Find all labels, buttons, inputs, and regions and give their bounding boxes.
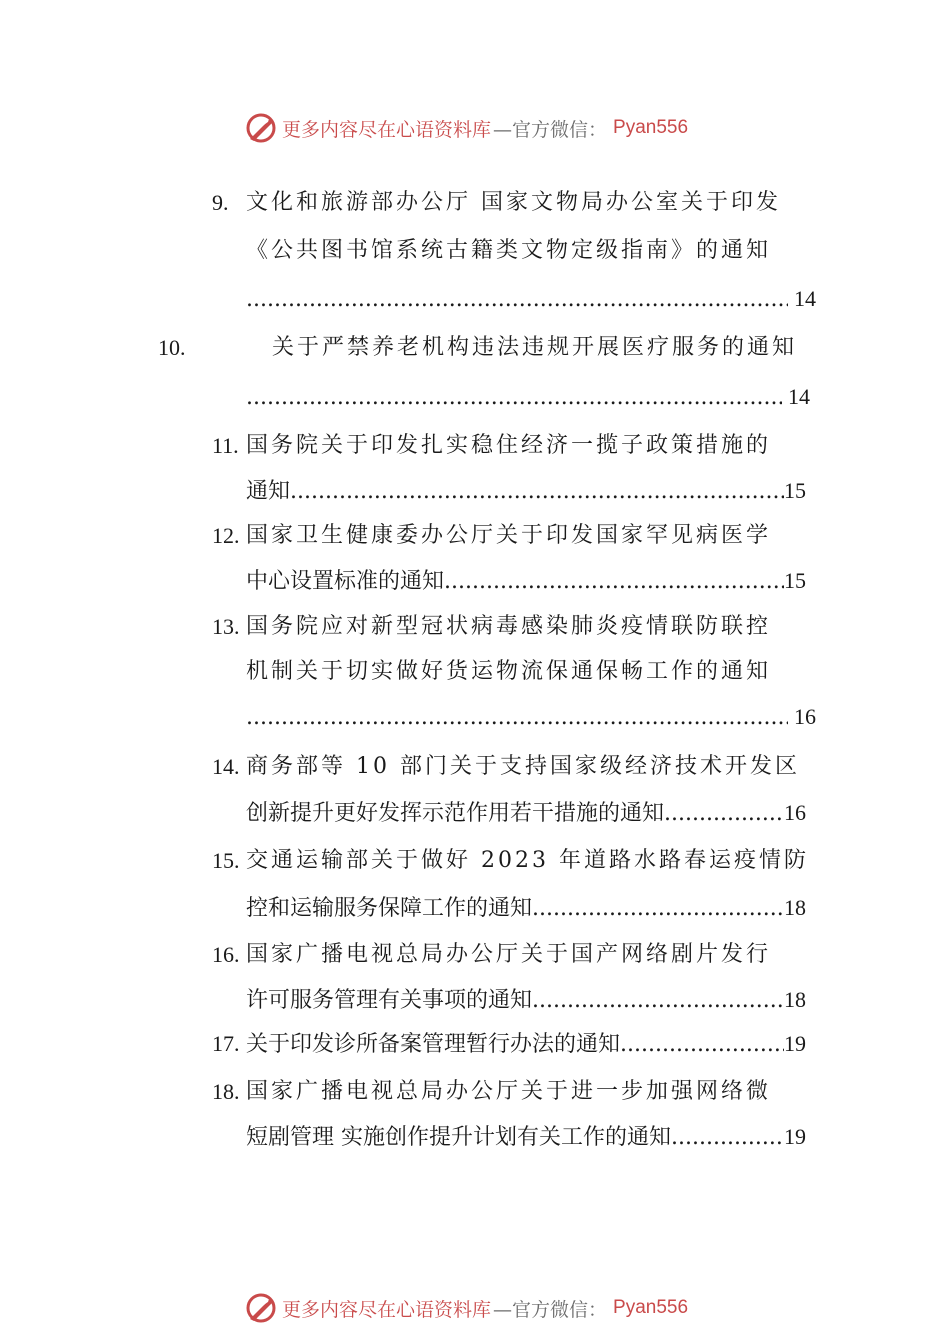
banner-wechat-id: Pyan556 [613,1297,689,1318]
toc-leader-line [246,893,806,924]
toc-page-number: 15 [784,568,806,593]
leader-dots [671,1123,784,1153]
toc-leader-line [246,1029,806,1060]
banner-wechat-id: Pyan556 [613,117,689,138]
toc-entry-title-line: 短剧管理 实施创作提升计划有关工作的通知 [246,1125,671,1150]
toc-leader-line [246,382,810,413]
toc-entry-title-line: 中心设置标准的通知 [246,569,445,594]
toc-entry-title-line: 国家卫生健康委办公厅关于印发国家罕见病医学 [246,523,772,548]
toc-entry-title-line: 通知 [246,479,291,504]
toc-leader-line [246,476,806,507]
leader-dots [620,1030,784,1060]
banner-main-text: 更多内容尽在心语资料库 [282,1298,492,1321]
toc-page-number: 16 [784,800,806,825]
toc-entry-title-line: 控和运输服务保障工作的通知 [246,896,533,921]
toc-entry-number: 14. [212,754,240,779]
quill-seal-icon [244,111,278,145]
toc-page-number: 16 [794,704,816,729]
leader-dots [246,285,788,315]
toc-entry-title-line: 关于印发诊所备案管理暂行办法的通知 [246,1032,621,1057]
toc-page-number: 15 [784,478,806,503]
toc-entry-title-line: 商务部等 10 部门关于支持国家级经济技术开发区 [246,754,800,779]
toc-page-number: 19 [784,1031,806,1056]
banner-main-text: 更多内容尽在心语资料库 [282,118,492,141]
leader-dots [246,383,782,413]
toc-page-number: 18 [784,895,806,920]
toc-entry-title-line: 国家广播电视总局办公厅关于国产网络剧片发行 [246,942,772,967]
toc-leader-line [246,985,806,1016]
banner-mid-text: —官方微信： [493,118,608,141]
toc-entry-number: 10. [158,335,186,360]
leader-dots [532,894,784,924]
header-banner [244,110,688,146]
toc-entry-number: 17. [212,1031,240,1056]
toc-entry-number: 16. [212,942,240,967]
leader-dots [444,567,784,597]
toc-entry-title-line: 文化和旅游部办公厅 国家文物局办公室关于印发 [246,190,781,215]
toc-entry-title-line: 《公共图书馆系统古籍类文物定级指南》的通知 [246,238,772,263]
quill-seal-icon [244,1291,278,1325]
toc-page-number: 18 [784,987,806,1012]
toc-leader-line [246,702,816,733]
toc-entry-number: 13. [212,614,240,639]
toc-leader-line [246,284,816,315]
banner-mid-text: —官方微信： [493,1298,608,1321]
toc-leader-line [246,1122,806,1153]
toc-entry-number: 11. [212,433,239,458]
toc-entry-title-line: 创新提升更好发挥示范作用若干措施的通知 [246,801,665,826]
toc-entry-title-line: 交通运输部关于做好 2023 年道路水路春运疫情防 [246,848,809,873]
toc-leader-line [246,566,806,597]
toc-entry-number: 15. [212,848,240,873]
toc-entry-title-line: 国务院应对新型冠状病毒感染肺炎疫情联防联控 [246,614,772,639]
leader-dots [290,477,784,507]
leader-dots [532,986,784,1016]
toc-page-number: 19 [784,1124,806,1149]
toc-entry-title-line: 国家广播电视总局办公厅关于进一步加强网络微 [246,1079,772,1104]
leader-dots [246,703,788,733]
toc-leader-line [246,798,806,829]
toc-entry-number: 9. [212,190,229,215]
toc-entry-title-line: 国务院关于印发扎实稳住经济一揽子政策措施的 [246,433,772,458]
toc-entry-title-line: 许可服务管理有关事项的通知 [246,988,533,1013]
leader-dots [664,799,784,829]
toc-entry-title-line: 关于严禁养老机构违法违规开展医疗服务的通知 [272,335,798,360]
footer-banner [244,1290,688,1326]
toc-page-number: 14 [794,286,816,311]
toc-page-number: 14 [788,384,810,409]
toc-entry-number: 12. [212,523,240,548]
toc-entry-number: 18. [212,1079,240,1104]
toc-entry-title-line: 机制关于切实做好货运物流保通保畅工作的通知 [246,659,772,684]
